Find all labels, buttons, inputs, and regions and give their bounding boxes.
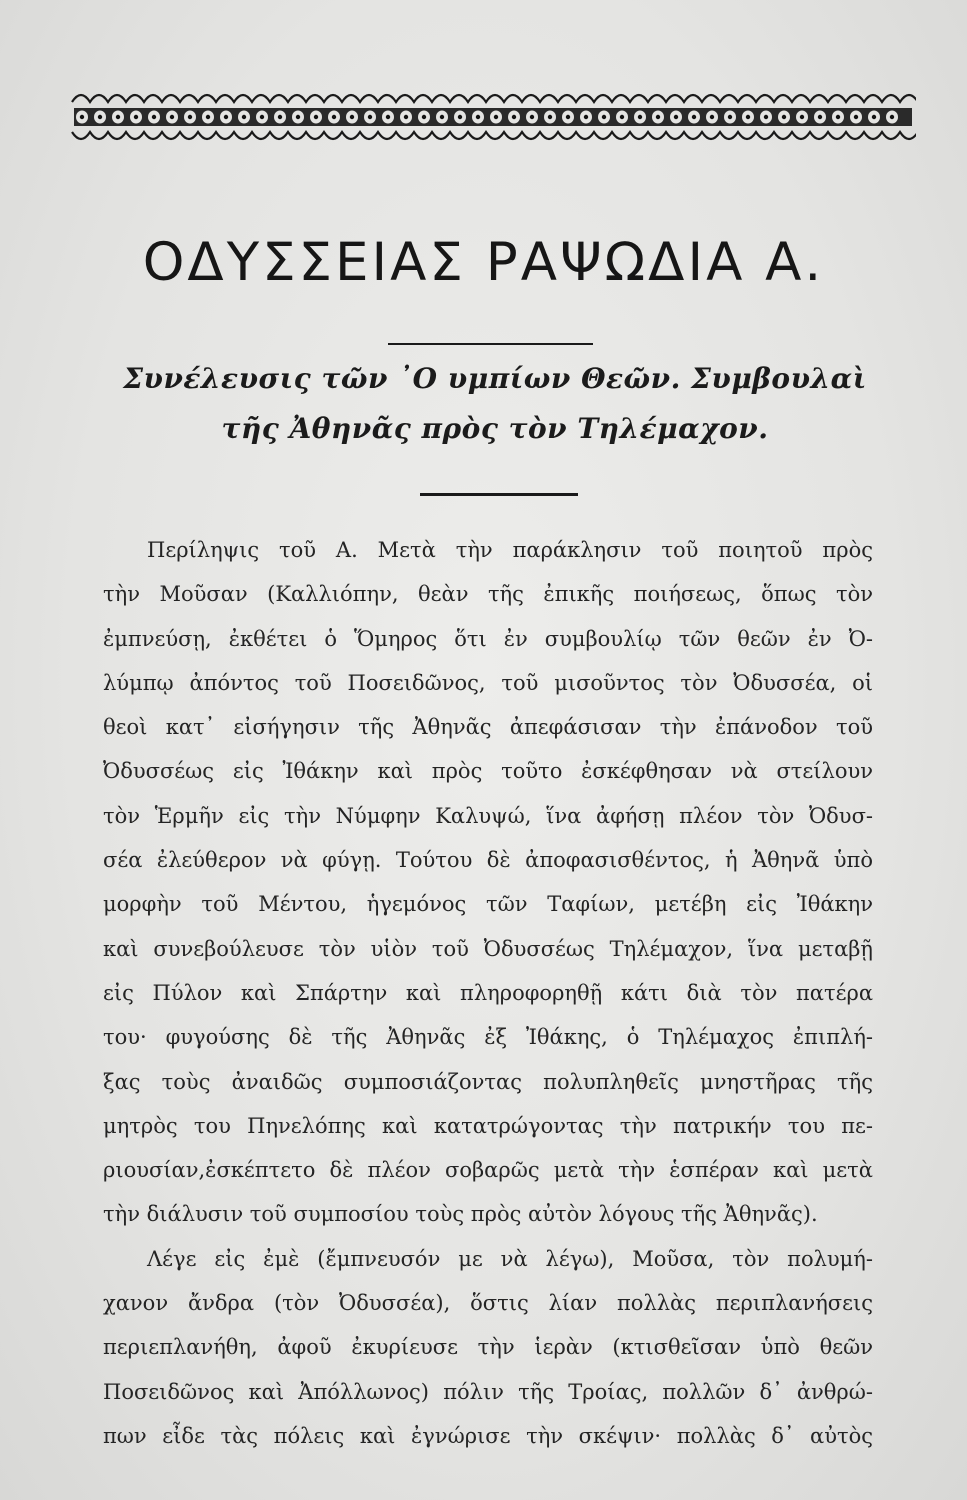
text-line: του· φυγούσης δὲ τῆς Ἀθηνᾶς ἐξ Ἰθάκης, ὁ Τηλέμαχος ἐπιπλή- (103, 1025, 873, 1050)
subtitle-divider (420, 493, 578, 496)
subtitle-line-1: Συνέλευσις τῶν ᾿Ο υμπίων Θεῶν. Συμβουλαὶ (123, 362, 867, 395)
text-line: θεοὶ κατ᾽ εἰσήγησιν τῆς Ἀθηνᾶς ἀπεφάσισαν τὴν ἐπάνοδον τοῦ (103, 715, 873, 740)
ornamental-border (70, 88, 916, 146)
text-line: Ὀδυσσέως εἰς Ἰθάκην καὶ πρὸς τοῦτο ἐσκέφθησαν νὰ στείλουν (103, 759, 873, 784)
text-line: τὸν Ἑρμῆν εἰς τὴν Νύμφην Καλυψώ, ἵνα ἀφήσῃ πλέον τὸν Ὀδυσ- (103, 803, 873, 828)
text-line: καὶ συνεβούλευσε τὸν υἱὸν τοῦ Ὀδυσσέως Τηλέμαχον, ἵνα μεταβῇ (103, 936, 873, 961)
subtitle-line-2: τῆς Ἀθηνᾶς πρὸς τὸν Τηλέμαχον. (221, 412, 769, 445)
text-line: σέα ἐλεύθερον νὰ φύγῃ. Τούτου δὲ ἀποφασισθέντος, ἡ Ἀθηνᾶ ὑπὸ (103, 848, 873, 873)
text-line: ριουσίαν,ἐσκέπτετο δὲ πλέον σοβαρῶς μετὰ τὴν ἑσπέραν καὶ μετὰ (103, 1158, 873, 1183)
title-divider (388, 343, 593, 345)
text-line: περιεπλανήθη, ἀφοῦ ἐκυρίευσε τὴν ἱερὰν (κτισθεῖσαν ὑπὸ θεῶν (103, 1335, 873, 1360)
text-line: τὴν διάλυσιν τοῦ συμποσίου τοὺς πρὸς αὐτὸν λόγους τῆς Ἀθηνᾶς). (103, 1202, 818, 1227)
text-line: Περίληψις τοῦ Α. Μετὰ τὴν παράκλησιν τοῦ ποιητοῦ πρὸς (147, 538, 873, 562)
text-line: μητρὸς του Πηνελόπης καὶ κατατρώγοντας τὴν πατρικήν του πε- (103, 1113, 873, 1138)
body-text (103, 528, 873, 1458)
text-line: τὴν Μοῦσαν (Καλλιόπην, θεὰν τῆς ἐπικῆς ποιήσεως, ὅπως τὸν (103, 582, 873, 607)
text-line: λύμπῳ ἀπόντος τοῦ Ποσειδῶνος, τοῦ μισοῦντος τὸν Ὀδυσσέα, οἱ (103, 670, 873, 695)
text-line: εἰς Πύλον καὶ Σπάρτην καὶ πληροφορηθῇ κάτι διὰ τὸν πατέρα (103, 980, 873, 1005)
chapter-title: ΟΔΥΣΣΕΙΑΣ ΡΑΨΩΔΙΑ Α. (142, 232, 825, 293)
paragraph-summary (103, 528, 873, 1237)
text-line: Ποσειδῶνος καὶ Ἀπόλλωνος) πόλιν τῆς Τροίας, πολλῶν δ᾽ ἀνθρώ- (103, 1379, 873, 1404)
text-line: ἐμπνεύσῃ, ἐκθέτει ὁ Ὅμηρος ὅτι ἐν συμβουλίῳ τῶν θεῶν ἐν Ὀ- (103, 626, 873, 651)
paragraph-translation (103, 1237, 873, 1458)
text-line: ξας τοὺς ἀναιδῶς συμποσιάζοντας πολυπληθεῖς μνηστῆρας τῆς (103, 1069, 873, 1094)
text-line: πων εἶδε τὰς πόλεις καὶ ἐγνώρισε τὴν σκέψιν· πολλὰς δ᾽ αὐτὸς (103, 1423, 873, 1448)
text-line: Λέγε εἰς ἐμὲ (ἔμπνευσόν με νὰ λέγω), Μοῦσα, τὸν πολυμή- (147, 1246, 873, 1271)
text-line: χανον ἄνδρα (τὸν Ὀδυσσέα), ὅστις λίαν πολλὰς περιπλανήσεις (103, 1291, 873, 1316)
text-line: μορφὴν τοῦ Μέντου, ἡγεμόνος τῶν Ταφίων, μετέβη εἰς Ἰθάκην (103, 892, 873, 917)
